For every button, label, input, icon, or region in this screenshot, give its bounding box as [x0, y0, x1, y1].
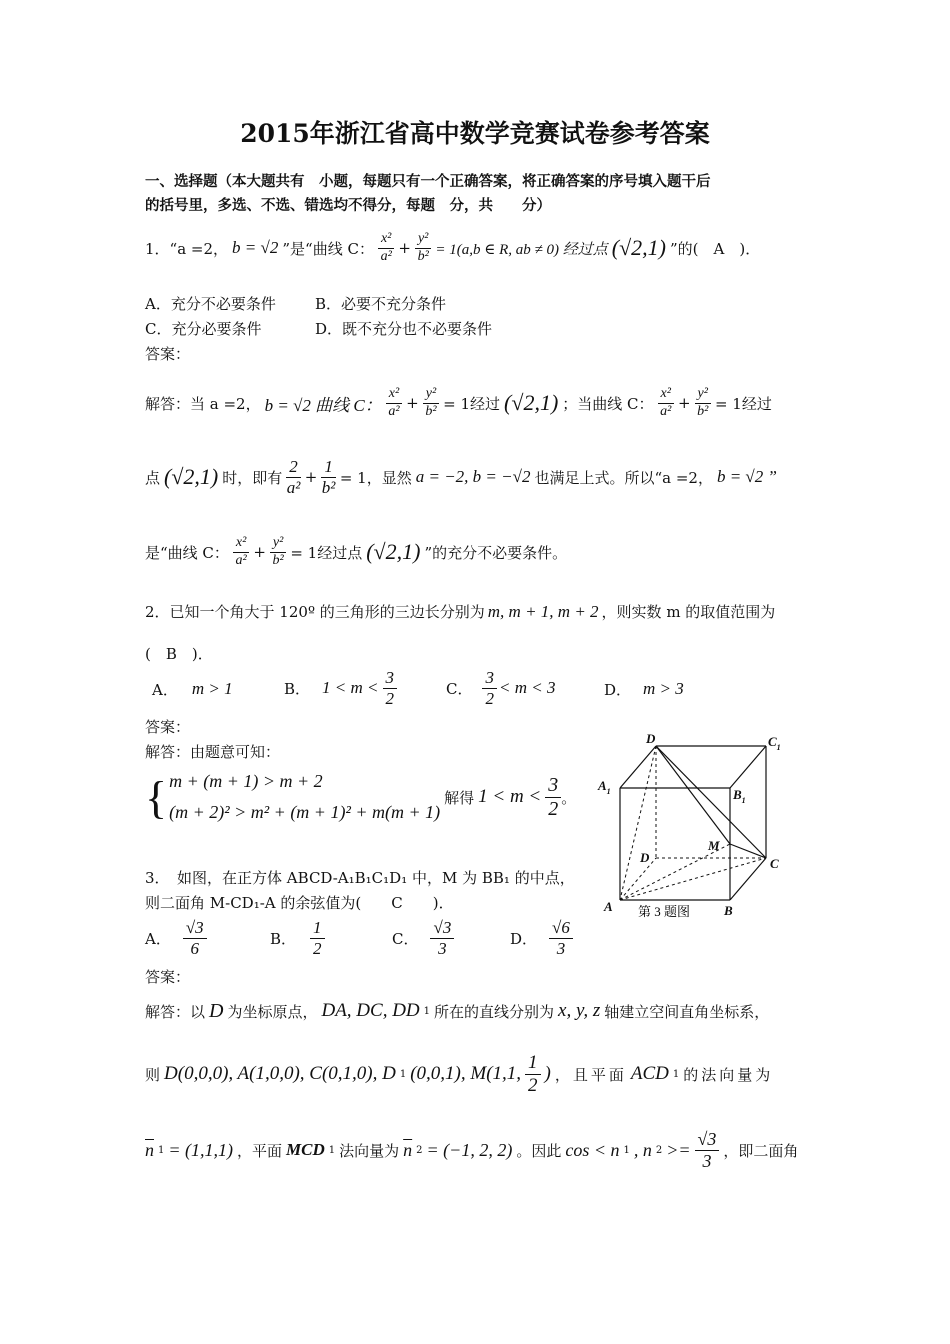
- section-header-line2: 的括号里，多选、不选、错选均不得分，每题 分，共 分）: [145, 198, 551, 214]
- label-C: C: [770, 856, 779, 871]
- q2-sides: m, m + 1, m + 2: [487, 601, 599, 621]
- q1-option-c: C．充分必要条件: [145, 320, 262, 338]
- frac-y2-b2: $\frac{\text{y²}}{\text{b²}}$: [415, 231, 431, 264]
- q2-system-line2: (m + 2)² > m² + (m + 1)² + m(m + 1): [169, 802, 441, 822]
- q2-stem-text: 2．已知一个角大于 120º 的三角形的三边长分别为: [145, 603, 485, 621]
- q1-stem-c: ”是“曲线 C：: [282, 239, 374, 258]
- q2-solve-ineq: 1 < m <: [478, 786, 542, 807]
- q2-solution-label: 解答：由题意可知：: [145, 743, 281, 761]
- q1-sol2-c: = 1，显然: [339, 468, 412, 487]
- q2-stem: [145, 601, 775, 622]
- q1-sol3-b: = 1经过点: [290, 543, 363, 562]
- q1-sol2-f: b = √2 ”: [716, 467, 777, 486]
- q1-stem: 1．“a =2， b = √2 ”是“曲线 C： $\frac{\text{x²}}{\text{a²}}$ + $\frac{\text{y²}}{\text{b²}}$ = 1(a,b ∈ R, ab ≠ 0) 经过点 (√2,1) ”的( A )．: [145, 231, 761, 264]
- q1-point: (√2,1): [366, 539, 421, 564]
- frac-sqrt3-3: $\frac{√3}{3}$: [430, 918, 454, 958]
- q1-sol1-d: ；当曲线 C：: [562, 394, 654, 413]
- page-title: 2015年浙江省高中数学竞赛试卷参考答案: [240, 119, 710, 148]
- section-header-line1: 一、选择题（本大题共有 小题，每题只有一个正确答案，将正确答案的序号填入题干后: [145, 174, 711, 190]
- frac-x2-a2: $\frac{\text{x²}}{\text{a²}}$: [658, 386, 674, 419]
- frac-1-2: $\frac{1}{2}$: [525, 1052, 541, 1097]
- q2-option-a: A． m > 1: [152, 679, 233, 699]
- label-C1: $C_1$: [768, 734, 781, 752]
- q1-answer-label: 答案：: [145, 345, 191, 363]
- q1-sol2-e: 也满足上式。所以“a =2，: [534, 468, 713, 487]
- frac-x2-a2: $\frac{\text{x²}}{\text{a²}}$: [386, 386, 402, 419]
- label-A1: $A_1$: [598, 778, 611, 796]
- q1-sol1-e: = 1经过: [714, 394, 772, 413]
- q3-answer-label: 答案：: [145, 968, 191, 986]
- cube-figure: [590, 728, 800, 923]
- frac-3-2: $\frac{3}{2}$: [482, 668, 497, 708]
- label-B1: $B_1$: [733, 787, 746, 805]
- q1-stem-b: b = √2: [232, 238, 279, 257]
- q1-eq: = 1(a,b ∈ R, ab ≠ 0) 经过点: [435, 241, 608, 258]
- q3-option-d: D． $\frac{√6}{3}$: [510, 914, 573, 962]
- frac-1-2: $\frac{1}{2}$: [310, 918, 325, 958]
- q1-solution-line1: 解答：当 a =2， b = √2 曲线 C： $\frac{\text{x²}}{\text{a²}}$ + $\frac{\text{y²}}{\text{b²}}$ = 1经过 (√2,1) ；当曲线 C： $\frac{\text{x²}}{\text{a²}}$ + $\frac{\text{y²}}{\text{b²}}$ = 1经过: [145, 386, 772, 419]
- q3-stem-line2: 则二面角 M-CD₁-A 的余弦值为( C )．: [145, 894, 454, 912]
- q3-solution-line3: $\overline{n}$ 1 = (1,1,1) ，平面 MCD 1 法向量为 $\overline{n}$ 2 = (−1, 2, 2) 。因此 cos < n 1 , n 2 >= $\frac{√3}{3}$ ，即二面角: [145, 1128, 799, 1171]
- figure-caption: 第 3 题图: [638, 904, 691, 919]
- q2-answer-paren: ( B )．: [145, 645, 213, 663]
- q1-point: (√2,1): [611, 235, 666, 260]
- q2-stem-end: ，则实数 m 的取值范围为: [601, 603, 776, 621]
- q2-system-line1: m + (m + 1) > m + 2: [169, 771, 323, 791]
- q1-sol2-d: a = −2, b = −√2: [415, 467, 531, 486]
- q2-solve-label: 解得: [444, 788, 475, 807]
- q1-stem-d: ”的( A )．: [669, 239, 761, 258]
- frac-x2-a2: $\frac{\text{x²}}{\text{a²}}$: [378, 231, 394, 264]
- q3-option-b: B． $\frac{1}{2}$: [270, 914, 325, 962]
- label-M: M: [708, 838, 720, 853]
- q2-option-c: C． $\frac{3}{2}$ < m < 3: [446, 667, 556, 708]
- frac-sqrt3-6: $\frac{√3}{6}$: [183, 918, 207, 958]
- label-D1: D: [646, 731, 656, 746]
- q3-stem-line1: 3． 如图，在正方体 ABCD-A₁B₁C₁D₁ 中，M 为 BB₁ 的中点，: [145, 869, 575, 887]
- q1-point: (√2,1): [504, 390, 559, 415]
- frac-3-2: $\frac{3}{2}$: [545, 774, 561, 821]
- q1-sol1-a: 解答：当 a =2，: [145, 394, 261, 413]
- q1-option-b: B．必要不充分条件: [315, 295, 447, 313]
- frac-sqrt6-3: $\frac{√6}{3}$: [549, 918, 573, 958]
- q1-stem-a: 1．“a =2，: [145, 239, 229, 258]
- q3-solution-line2: 则 D(0,0,0), A(1,0,0), C(0,1,0), D 1 (0,0,1), M(1,1, $\frac{1}{2}$ ) ，且平面 ACD 1 的法向量为: [145, 1051, 774, 1096]
- q3-solution-line1: 解答：以 D 为坐标原点， DA, DC, DD 1 所在的直线分别为 x, y, z 轴建立空间直角坐标系，: [145, 999, 770, 1022]
- q1-solution-line3: 是“曲线 C： $\frac{\text{x²}}{\text{a²}}$ + $\frac{\text{y²}}{\text{b²}}$ = 1经过点 (√2,1) ”的充分不必要条件。: [145, 535, 568, 568]
- q2-option-d: D． m > 3: [604, 679, 684, 699]
- q1-solution-line2: 点 (√2,1) 时，即有 $\frac{2}{\text{a²}}$ + $\frac{1}{\text{b²}}$ = 1，显然 a = −2, b = −√2 也满足上式。所以“a =2， b = √2 ”: [145, 456, 777, 497]
- q3-option-c: C． $\frac{√3}{3}$: [392, 914, 454, 962]
- frac-y2-b2: $\frac{\text{y²}}{\text{b²}}$: [270, 535, 286, 568]
- q2-inequality-system: { m + (m + 1) > m + 2 (m + 2)² > m² + (m + 1)² + m(m + 1) 解得 1 < m < $\frac{3}{2}$ 。: [145, 771, 577, 823]
- q1-sol2-b: 时，即有: [222, 468, 283, 487]
- frac-sqrt3-3: $\frac{√3}{3}$: [695, 1129, 720, 1171]
- q1-sol3-c: ”的充分不必要条件。: [424, 543, 568, 562]
- q2-option-b: B． 1 < m < $\frac{3}{2}$: [284, 664, 397, 712]
- label-B: B: [724, 903, 733, 918]
- q1-option-a: A．充分不必要条件: [145, 295, 276, 313]
- q1-sol2-a: 点: [145, 468, 161, 487]
- q1-sol1-b: b = √2 曲线 C：: [264, 395, 382, 415]
- q1-sol3-a: 是“曲线 C：: [145, 543, 229, 562]
- frac-y2-b2: $\frac{\text{y²}}{\text{b²}}$: [423, 386, 439, 419]
- frac-2-a2: $\frac{2}{\text{a²}}$: [286, 456, 301, 497]
- frac-3-2: $\frac{3}{2}$: [383, 668, 398, 708]
- q1-point: (√2,1): [164, 464, 219, 489]
- frac-1-b2: $\frac{1}{\text{b²}}$: [321, 456, 336, 497]
- frac-y2-b2: $\frac{\text{y²}}{\text{b²}}$: [695, 386, 711, 419]
- frac-x2-a2: $\frac{\text{x²}}{\text{a²}}$: [233, 535, 249, 568]
- q2-answer-label: 答案：: [145, 718, 191, 736]
- label-D: D: [640, 850, 650, 865]
- q1-option-d: D．既不充分也不必要条件: [315, 320, 493, 338]
- q3-option-a: A． $\frac{√3}{6}$: [145, 914, 207, 962]
- q1-sol1-c: = 1经过: [443, 394, 501, 413]
- label-A: A: [604, 899, 613, 914]
